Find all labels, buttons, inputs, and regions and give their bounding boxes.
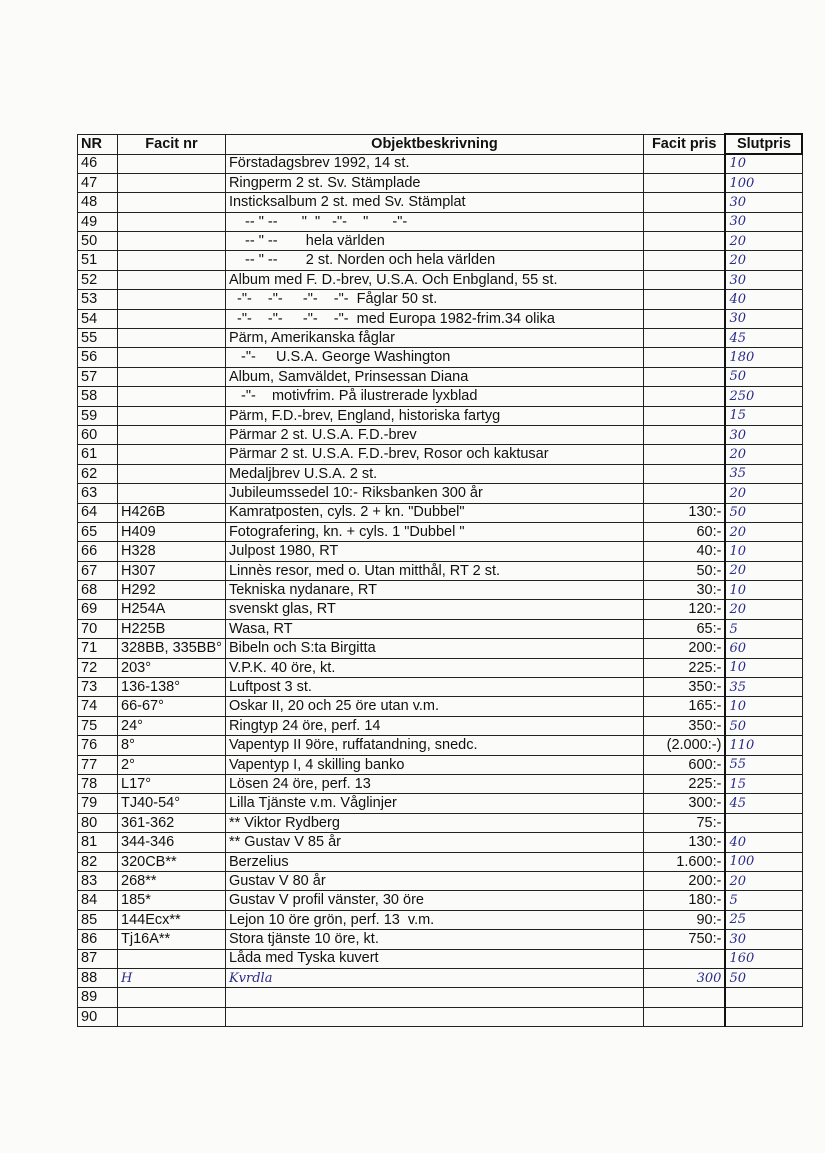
row-facit-pris: 165:- [643,697,725,716]
table-row [78,406,803,425]
table-row [78,852,803,871]
row-slutpris: 20 [725,600,802,619]
row-facit-pris [643,425,725,444]
row-facit-pris [643,309,725,328]
row-slutpris: 50 [725,503,802,522]
row-objektbeskrivning: Julpost 1980, RT [225,542,643,561]
row-objektbeskrivning: Wasa, RT [225,619,643,638]
row-facit-pris: 40:- [643,542,725,561]
row-nr: 49 [78,212,118,231]
row-facit-nr: 136-138° [118,678,226,697]
row-facit-pris: 200:- [643,871,725,890]
row-objektbeskrivning: -- " -- hela världen [225,232,643,251]
row-nr: 59 [78,406,118,425]
row-nr: 78 [78,775,118,794]
row-nr: 74 [78,697,118,716]
row-slutpris: 20 [725,522,802,541]
table-row [78,232,803,251]
table-row [78,988,803,1007]
header-slutpris: Slutpris [725,134,802,154]
row-slutpris [725,988,802,1007]
row-facit-pris: 600:- [643,755,725,774]
row-facit-pris [643,251,725,270]
table-row [78,425,803,444]
row-facit-nr [118,309,226,328]
table-row [78,716,803,735]
row-nr: 67 [78,561,118,580]
row-facit-pris [643,270,725,289]
row-nr: 63 [78,484,118,503]
row-facit-nr [118,290,226,309]
row-nr: 79 [78,794,118,813]
row-slutpris: 50 [725,367,802,386]
row-facit-nr [118,193,226,212]
row-slutpris: 30 [725,309,802,328]
table-body [78,154,803,1027]
row-slutpris: 40 [725,833,802,852]
table-row [78,600,803,619]
row-objektbeskrivning: Berzelius [225,852,643,871]
table-row [78,387,803,406]
row-facit-pris: 30:- [643,581,725,600]
table-row [78,833,803,852]
row-objektbeskrivning: Gustav V profil vänster, 30 öre [225,891,643,910]
row-objektbeskrivning: Luftpost 3 st. [225,678,643,697]
row-facit-pris: 180:- [643,891,725,910]
table-row [78,891,803,910]
row-nr: 52 [78,270,118,289]
row-objektbeskrivning: Låda med Tyska kuvert [225,949,643,968]
table-row [78,910,803,929]
row-slutpris: 110 [725,736,802,755]
row-slutpris: 55 [725,755,802,774]
row-nr: 64 [78,503,118,522]
row-facit-nr: Tj16A** [118,930,226,949]
table-row [78,193,803,212]
row-nr: 51 [78,251,118,270]
row-objektbeskrivning: Pärm, Amerikanska fåglar [225,329,643,348]
row-slutpris: 50 [725,968,802,987]
row-objektbeskrivning [225,1007,643,1026]
row-facit-nr: 8° [118,736,226,755]
row-objektbeskrivning: -"- -"- -"- -"- med Europa 1982-frim.34 olika [225,309,643,328]
row-facit-nr [118,251,226,270]
row-objektbeskrivning: Jubileumssedel 10:- Riksbanken 300 år [225,484,643,503]
row-facit-pris [643,367,725,386]
row-objektbeskrivning: Vapentyp I, 4 skilling banko [225,755,643,774]
row-facit-pris: 750:- [643,930,725,949]
row-facit-nr [118,445,226,464]
row-facit-pris: 65:- [643,619,725,638]
row-nr: 80 [78,813,118,832]
row-facit-nr: H254A [118,600,226,619]
row-slutpris: 20 [725,232,802,251]
row-slutpris: 30 [725,930,802,949]
row-nr: 82 [78,852,118,871]
row-facit-pris [643,949,725,968]
row-objektbeskrivning: Kamratposten, cyls. 2 + kn. "Dubbel" [225,503,643,522]
row-nr: 83 [78,871,118,890]
row-objektbeskrivning: Gustav V 80 år [225,871,643,890]
row-facit-pris: 60:- [643,522,725,541]
row-nr: 55 [78,329,118,348]
row-nr: 62 [78,464,118,483]
row-objektbeskrivning: -- " -- 2 st. Norden och hela världen [225,251,643,270]
row-slutpris: 25 [725,910,802,929]
row-slutpris: 20 [725,561,802,580]
table-row [78,484,803,503]
table-row [78,309,803,328]
table-row [78,930,803,949]
row-nr: 77 [78,755,118,774]
row-slutpris: 40 [725,290,802,309]
row-facit-nr [118,387,226,406]
row-facit-nr: H [118,968,226,987]
row-slutpris: 30 [725,270,802,289]
row-nr: 90 [78,1007,118,1026]
row-slutpris: 10 [725,658,802,677]
table-row [78,658,803,677]
table-row [78,949,803,968]
table-row [78,736,803,755]
row-facit-pris: 300 [643,968,725,987]
row-nr: 61 [78,445,118,464]
row-facit-nr: 344-346 [118,833,226,852]
row-facit-pris: 50:- [643,561,725,580]
table-row [78,581,803,600]
row-nr: 86 [78,930,118,949]
row-facit-nr [118,949,226,968]
row-nr: 54 [78,309,118,328]
row-facit-pris [643,464,725,483]
row-objektbeskrivning: Oskar II, 20 och 25 öre utan v.m. [225,697,643,716]
row-facit-nr [118,988,226,1007]
row-facit-nr: 2° [118,755,226,774]
row-objektbeskrivning: Album, Samväldet, Prinsessan Diana [225,367,643,386]
row-nr: 75 [78,716,118,735]
row-facit-nr: 66-67° [118,697,226,716]
row-facit-pris [643,232,725,251]
row-facit-pris: 225:- [643,658,725,677]
row-slutpris: 180 [725,348,802,367]
table-row [78,678,803,697]
row-nr: 72 [78,658,118,677]
row-facit-pris [643,406,725,425]
row-facit-nr [118,270,226,289]
row-facit-pris [643,212,725,231]
row-slutpris: 15 [725,406,802,425]
table-row [78,367,803,386]
row-nr: 84 [78,891,118,910]
table-row [78,561,803,580]
header-facit-nr: Facit nr [118,134,226,154]
row-slutpris: 5 [725,619,802,638]
row-facit-pris [643,329,725,348]
row-slutpris: 250 [725,387,802,406]
row-facit-pris [643,348,725,367]
row-objektbeskrivning: -"- -"- -"- -"- Fåglar 50 st. [225,290,643,309]
row-facit-nr [118,425,226,444]
row-facit-pris: 90:- [643,910,725,929]
row-facit-pris: 225:- [643,775,725,794]
row-nr: 68 [78,581,118,600]
row-slutpris: 35 [725,678,802,697]
row-facit-nr: H409 [118,522,226,541]
table-row [78,968,803,987]
row-slutpris: 100 [725,852,802,871]
row-facit-pris: 75:- [643,813,725,832]
row-facit-pris [643,484,725,503]
row-facit-nr: H307 [118,561,226,580]
row-objektbeskrivning: Pärm, F.D.-brev, England, historiska fartyg [225,406,643,425]
table-row [78,173,803,192]
row-facit-nr: 328BB, 335BB° [118,639,226,658]
row-nr: 60 [78,425,118,444]
row-objektbeskrivning [225,988,643,1007]
row-facit-pris: 350:- [643,678,725,697]
row-facit-nr: H426B [118,503,226,522]
row-slutpris: 10 [725,542,802,561]
row-objektbeskrivning: ** Viktor Rydberg [225,813,643,832]
row-nr: 85 [78,910,118,929]
row-facit-nr [118,464,226,483]
row-facit-pris [643,173,725,192]
row-facit-pris: 300:- [643,794,725,813]
table-row [78,775,803,794]
header-row [78,134,803,154]
row-nr: 69 [78,600,118,619]
row-facit-nr [118,232,226,251]
row-objektbeskrivning: -- " -- " " -"- " -"- [225,212,643,231]
table-row [78,503,803,522]
auction-results-table [77,133,803,1027]
row-slutpris [725,813,802,832]
row-facit-nr: 24° [118,716,226,735]
table-row [78,794,803,813]
row-facit-pris [643,193,725,212]
row-nr: 66 [78,542,118,561]
row-facit-nr: H328 [118,542,226,561]
row-nr: 71 [78,639,118,658]
row-objektbeskrivning: Linnès resor, med o. Utan mitthål, RT 2 st. [225,561,643,580]
row-facit-pris [643,154,725,173]
row-facit-pris: 130:- [643,833,725,852]
row-facit-nr: 144Ecx** [118,910,226,929]
row-facit-pris [643,290,725,309]
row-facit-nr [118,173,226,192]
header-facit-pris: Facit pris [643,134,725,154]
row-nr: 88 [78,968,118,987]
row-nr: 89 [78,988,118,1007]
row-nr: 81 [78,833,118,852]
row-nr: 50 [78,232,118,251]
row-slutpris: 10 [725,581,802,600]
row-nr: 47 [78,173,118,192]
row-facit-pris [643,988,725,1007]
table-row [78,639,803,658]
table-row [78,522,803,541]
row-nr: 70 [78,619,118,638]
row-objektbeskrivning: -"- motivfrim. På ilustrerade lyxblad [225,387,643,406]
row-facit-pris: 350:- [643,716,725,735]
row-objektbeskrivning: Album med F. D.-brev, U.S.A. Och Enbgland, 55 st. [225,270,643,289]
header-nr: NR [78,134,118,154]
row-facit-nr [118,154,226,173]
row-slutpris: 45 [725,329,802,348]
row-objektbeskrivning: Fotografering, kn. + cyls. 1 "Dubbel " [225,522,643,541]
row-slutpris: 5 [725,891,802,910]
table-row [78,813,803,832]
row-slutpris: 10 [725,697,802,716]
row-objektbeskrivning: Ringperm 2 st. Sv. Stämplade [225,173,643,192]
row-facit-pris: 120:- [643,600,725,619]
row-slutpris: 30 [725,425,802,444]
row-objektbeskrivning: Bibeln och S:ta Birgitta [225,639,643,658]
row-facit-nr: 185* [118,891,226,910]
row-objektbeskrivning: Lilla Tjänste v.m. Våglinjer [225,794,643,813]
row-objektbeskrivning: Pärmar 2 st. U.S.A. F.D.-brev [225,425,643,444]
row-slutpris: 60 [725,639,802,658]
row-facit-nr: 268** [118,871,226,890]
row-slutpris: 20 [725,251,802,270]
row-facit-pris: 200:- [643,639,725,658]
row-facit-nr [118,406,226,425]
row-facit-nr: TJ40-54° [118,794,226,813]
table-row [78,697,803,716]
row-facit-pris: 1.600:- [643,852,725,871]
row-nr: 73 [78,678,118,697]
row-facit-pris [643,445,725,464]
row-facit-nr: H292 [118,581,226,600]
row-slutpris [725,1007,802,1026]
row-facit-nr [118,348,226,367]
row-nr: 87 [78,949,118,968]
table-row [78,755,803,774]
row-facit-nr [118,1007,226,1026]
row-objektbeskrivning: Pärmar 2 st. U.S.A. F.D.-brev, Rosor och kaktusar [225,445,643,464]
row-objektbeskrivning: -"- U.S.A. George Washington [225,348,643,367]
row-objektbeskrivning: Kvrdla [225,968,643,987]
row-nr: 48 [78,193,118,212]
table-row [78,619,803,638]
table-row [78,464,803,483]
row-objektbeskrivning: Insticksalbum 2 st. med Sv. Stämplat [225,193,643,212]
row-objektbeskrivning: V.P.K. 40 öre, kt. [225,658,643,677]
table-row [78,212,803,231]
row-facit-pris [643,1007,725,1026]
row-facit-nr: H225B [118,619,226,638]
row-facit-nr: 361-362 [118,813,226,832]
row-nr: 56 [78,348,118,367]
row-slutpris: 20 [725,445,802,464]
row-facit-nr: 320CB** [118,852,226,871]
table-row [78,445,803,464]
row-objektbeskrivning: Lösen 24 öre, perf. 13 [225,775,643,794]
row-objektbeskrivning: Ringtyp 24 öre, perf. 14 [225,716,643,735]
row-objektbeskrivning: Vapentyp II 9öre, ruffatandning, snedc. [225,736,643,755]
row-slutpris: 20 [725,871,802,890]
row-slutpris: 10 [725,154,802,173]
row-facit-pris [643,387,725,406]
row-slutpris: 35 [725,464,802,483]
table-row [78,542,803,561]
row-nr: 46 [78,154,118,173]
row-facit-nr: 203° [118,658,226,677]
header-objektbeskrivning: Objektbeskrivning [225,134,643,154]
row-objektbeskrivning: Tekniska nydanare, RT [225,581,643,600]
table-row [78,348,803,367]
row-facit-pris: (2.000:-) [643,736,725,755]
row-slutpris: 160 [725,949,802,968]
row-nr: 65 [78,522,118,541]
row-nr: 53 [78,290,118,309]
row-objektbeskrivning: svenskt glas, RT [225,600,643,619]
table-row [78,329,803,348]
row-objektbeskrivning: Lejon 10 öre grön, perf. 13 v.m. [225,910,643,929]
row-slutpris: 20 [725,484,802,503]
row-facit-pris: 130:- [643,503,725,522]
row-nr: 58 [78,387,118,406]
row-nr: 57 [78,367,118,386]
row-facit-nr [118,484,226,503]
row-nr: 76 [78,736,118,755]
row-objektbeskrivning: Förstadagsbrev 1992, 14 st. [225,154,643,173]
row-slutpris: 30 [725,193,802,212]
row-objektbeskrivning: ** Gustav V 85 år [225,833,643,852]
table-row [78,1007,803,1026]
table-row [78,871,803,890]
row-slutpris: 30 [725,212,802,231]
row-slutpris: 45 [725,794,802,813]
table-row [78,154,803,173]
row-facit-nr [118,212,226,231]
table-row [78,290,803,309]
row-slutpris: 15 [725,775,802,794]
row-slutpris: 50 [725,716,802,735]
row-facit-nr [118,367,226,386]
row-slutpris: 100 [725,173,802,192]
table-row [78,251,803,270]
row-facit-nr [118,329,226,348]
table-row [78,270,803,289]
row-facit-nr: L17° [118,775,226,794]
row-objektbeskrivning: Medaljbrev U.S.A. 2 st. [225,464,643,483]
row-objektbeskrivning: Stora tjänste 10 öre, kt. [225,930,643,949]
